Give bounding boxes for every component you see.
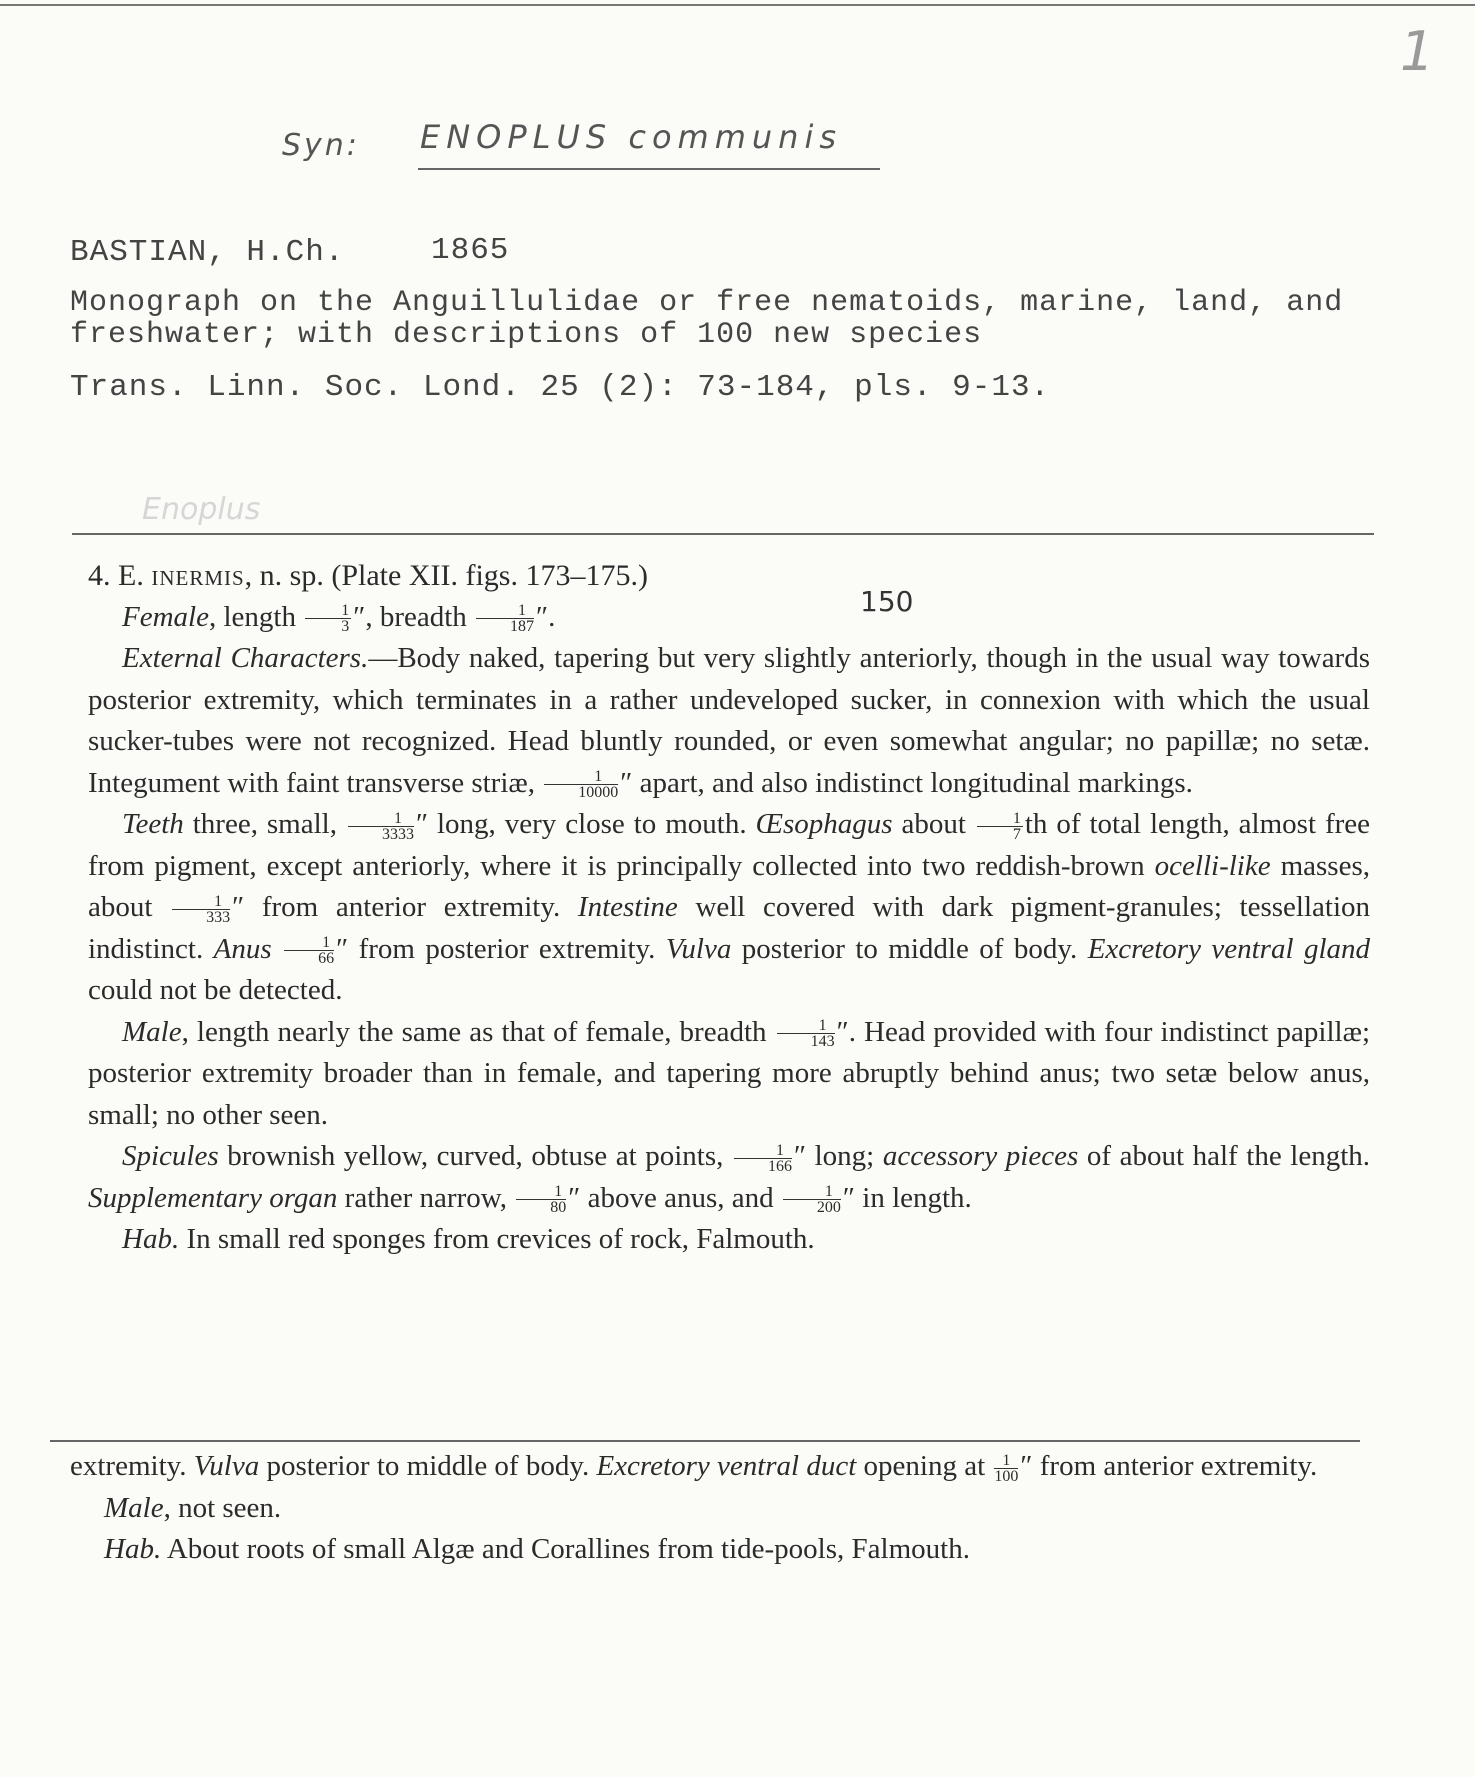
fraction: $\frac{1}{10000}$ — [544, 769, 618, 800]
citation-author: BASTIAN, H.Ch. — [70, 235, 345, 270]
fraction: $\frac{1}{100}$ — [994, 1451, 1019, 1485]
faint-stamp: Enoplus — [142, 492, 261, 527]
upper-separator — [72, 533, 1374, 535]
top-border — [0, 4, 1475, 6]
lower-vulva-paragraph: extremity. Vulva posterior to middle of body. Excretory ventral duct opening at $\frac{1}{100}$ ″ from anterior extremity. — [70, 1450, 1318, 1485]
lower-separator — [50, 1440, 1360, 1442]
fraction: $\frac{1}{66}$ — [284, 935, 334, 966]
fraction: $\frac{1}{333}$ — [172, 894, 230, 925]
teeth-paragraph: Teeth three, small, $\frac{1}{3333}$ ″ long, very close to mouth. Œsophagus about $\frac{1}{7}$ th of total length, almost free from pigment, except anteriorly, where it is principally collected into two reddish-brown ocelli-like masses, about $\frac{1}{333}$ ″ from anterior extremity. Intestine well covered with dark pigment-granules; tessellation indistinct. Anus $\frac{1}{66}$ ″ from posterior extremity. Vulva posterior to middle of body. Excretory ventral gland could not be detected. — [88, 808, 1371, 1006]
spicules-paragraph: Spicules brownish yellow, curved, obtuse at points, $\frac{1}{166}$ ″ long; accessory pieces of about half the length. Supplementary organ rather narrow, $\frac{1}{80}$ ″ above anus, and $\frac{1}{200}$ ″ in length. — [88, 1140, 1371, 1217]
female-line: Female, length $\frac{1}{3}$ ″, breadth $\frac{1}{187}$ ″. — [122, 600, 556, 636]
habitat-paragraph: Hab. In small red sponges from crevices of rock, Falmouth. — [122, 1223, 815, 1255]
citation-title-line2: freshwater; with descriptions of 100 new species — [70, 318, 983, 352]
fraction: $\frac{1}{166}$ — [734, 1143, 792, 1174]
lower-excerpt — [70, 1446, 1360, 1571]
lower-habitat-line: Hab. About roots of small Algæ and Corallines from tide-pools, Falmouth. — [104, 1533, 970, 1565]
fraction: $\frac{1}{200}$ — [783, 1184, 841, 1215]
fraction: $\frac{1}{187}$ — [476, 603, 534, 634]
species-excerpt — [88, 555, 1370, 1261]
species-heading: 4. E. inermis, n. sp. (Plate XII. figs. 173–175.) — [88, 559, 648, 592]
page-number: 150 — [860, 585, 914, 618]
syn-underline — [418, 168, 880, 170]
syn-name: ENOPLUS communis — [420, 118, 843, 156]
fraction: $\frac{1}{80}$ — [516, 1184, 566, 1215]
syn-label: Syn: — [282, 128, 360, 163]
lower-male-line: Male, not seen. — [104, 1491, 282, 1524]
male-paragraph: Male, length nearly the same as that of female, breadth $\frac{1}{143}$ ″. Head provided with four indistinct papillæ; posterior extremity broader than in female, and tapering more abruptly behind anus; two setæ below anus, small; no other seen. — [88, 1015, 1370, 1131]
citation-journal: Trans. Linn. Soc. Lond. 25 (2): 73-184, pls. 9-13. — [70, 370, 1051, 405]
fraction: $\frac{1}{3333}$ — [348, 811, 414, 842]
fraction: $\frac{1}{3}$ — [305, 603, 351, 634]
citation-year: 1865 — [431, 233, 510, 268]
external-characters-paragraph: External Characters.—Body naked, tapering but very slightly anteriorly, though in the usual way towards posterior extremity, which terminates in a rather undeveloped sucker, in connexion with which the usual sucker-tubes were not recognized. Head bluntly rounded, or even somewhat angular; no papillæ; no setæ. Integument with faint transverse striæ, $\frac{1}{10000}$ ″ apart, and also indistinct longitudinal markings. — [88, 642, 1371, 802]
citation-title-line1: Monograph on the Anguillulidae or free nematoids, marine, land, and — [70, 286, 1344, 320]
corner-mark: 1 — [1400, 20, 1435, 83]
fraction: $\frac{1}{7}$ — [977, 811, 1023, 842]
fraction: $\frac{1}{143}$ — [777, 1018, 835, 1049]
